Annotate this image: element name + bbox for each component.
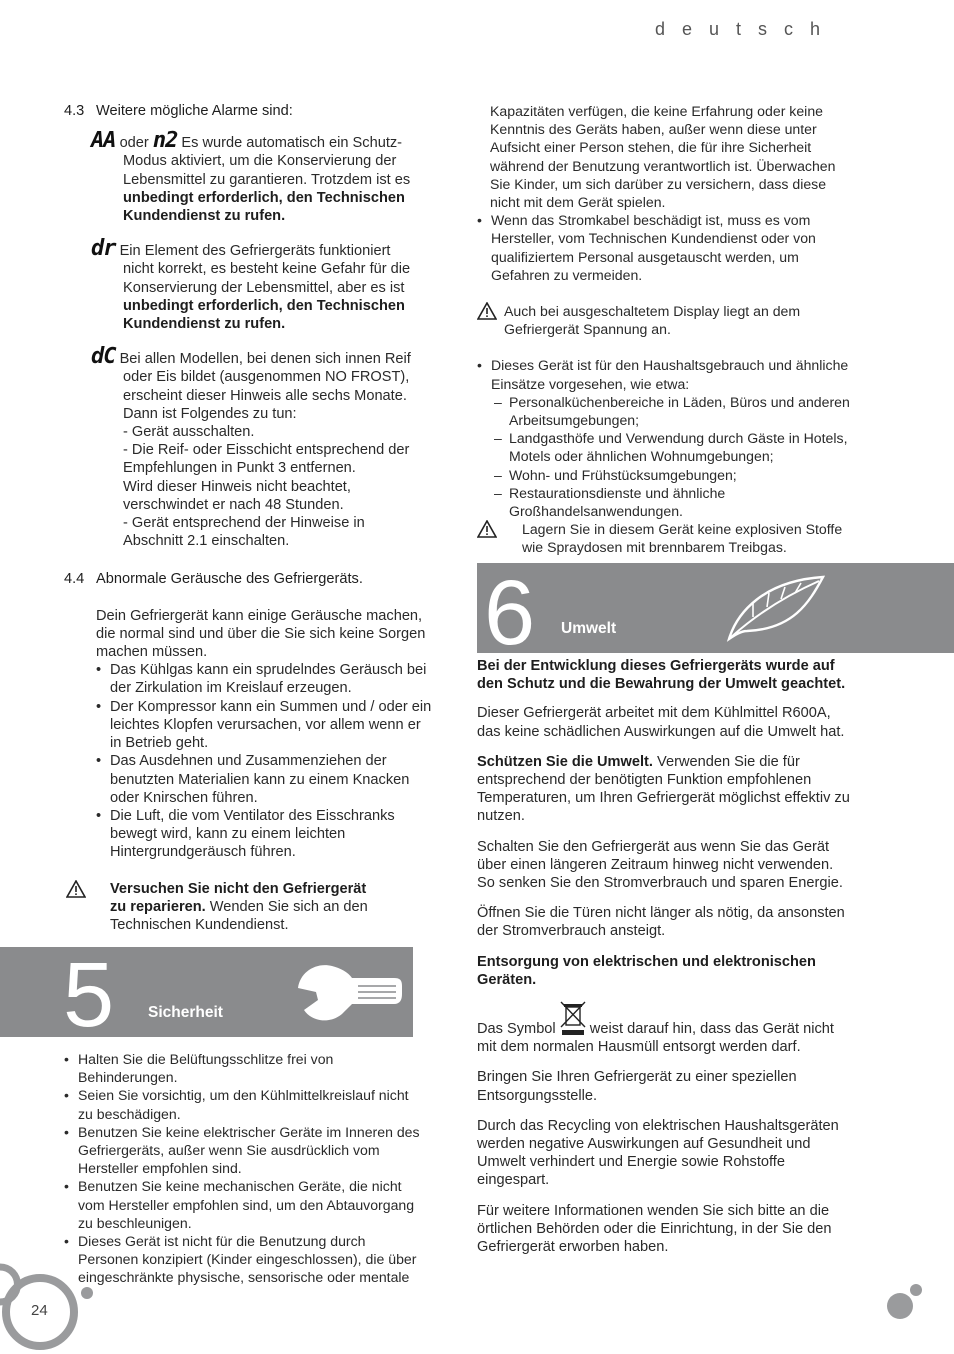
alarm-aa-bold: unbedingt erforderlich, den Technischen Kundendienst zu rufen. [123, 189, 405, 225]
warning-text: Wenden Sie sich an den Technischen Kundendienst. [110, 898, 368, 933]
alarm-dc-line: Wird dieser Hinweis nicht beachtet, [123, 478, 351, 495]
alarm-code-n2: n2 [152, 128, 178, 154]
section-number: 4.4 [64, 571, 85, 588]
environment-p2-bold: Schützen Sie die Umwelt. [477, 753, 653, 770]
corner-dots-decoration [884, 1282, 924, 1322]
language-label: d e u t s c h [654, 19, 826, 39]
list-item: • Benutzen Sie keine elektrischer Geräte im Inneren des Gefriergeräts, außer wenn Sie ausdrücklich vom Hersteller empfohlen sind. [64, 1123, 424, 1178]
section-number: 4.3 [64, 103, 85, 119]
environment-p2: Verwenden Sie die für entsprechend der benötigten Funktion empfohlenen Temperaturen, um Ihren Gefriergerät möglichst effektiv zu nutzen. [477, 753, 850, 825]
list-item: • Die Luft, die vom Ventilator des Eisschranks bewegt wird, kann zu einem leichten Hintergrundgeräusch führen. [96, 807, 434, 862]
alarm-dc-line: erscheint dieser Hinweis alle sechs Monate. [123, 387, 407, 404]
section-title: Abnormale Geräusche des Gefriergeräts. [96, 571, 363, 588]
list-item: • Dieses Gerät ist nicht für die Benutzung durch Personen konzipiert (Kinder eingeschlossen), die über eingeschränkte physische, sensorische oder mentale [64, 1232, 424, 1287]
dash-item: – Landgasthöfe und Verwendung durch Gäste in Hotels, Motels oder ähnlichen Wohnumgebungen; [477, 429, 852, 465]
safety-list [64, 1050, 424, 1287]
alarm-aa-block [64, 128, 434, 225]
environment-p1: Dieser Gefriergerät arbeitet mit dem Kühlmittel R600A, das keine schädlichen Auswirkungen auf die Umwelt hat. [477, 705, 845, 740]
repair-warning [64, 880, 380, 935]
section-5-band [0, 944, 413, 1046]
alarm-dr-bold: unbedingt erforderlich, den Technischen Kundendienst zu rufen. [123, 297, 405, 333]
list-item: • Benutzen Sie keine mechanischen Geräte, die nicht vom Hersteller empfohlen sind, um den Abtauvorgang zu beschleunigen. [64, 1177, 424, 1232]
alarm-dc-line: oder Eis bildet (ausgenommen NO FROST), [123, 369, 410, 386]
explosive-warning [477, 520, 852, 556]
environment-p7: Für weitere Informationen wenden Sie sich bitte an die örtlichen Behörden oder die Einrichtung, in der Sie den Gefriergerät erworben haben. [477, 1202, 832, 1256]
alarm-dc-line: - Die Reif- oder Eisschicht entsprechend der [123, 442, 410, 459]
weee-paragraph [477, 1001, 852, 1056]
display-warning [477, 302, 852, 338]
section-4-4-heading [64, 570, 434, 588]
section-6-band [477, 562, 954, 664]
display-warning-text: Auch bei ausgeschaltetem Display liegt an dem Gefriergerät Spannung an. [504, 303, 801, 338]
symbol-post-text: weist darauf hin, dass das Gerät nicht [589, 1021, 834, 1038]
section-5-number: 5 [63, 944, 115, 1046]
noise-intro: Dein Gefriergerät kann einige Geräusche machen, die normal sind und über die Sie sich keine Sorgen machen müssen. [96, 607, 426, 661]
warning-icon [66, 880, 86, 898]
alarm-dc-line: verschwindet er nach 48 Stunden. [123, 496, 344, 513]
symbol-pre-text: Das Symbol [477, 1021, 556, 1038]
environment-p6: Durch das Recycling von elektrischen Haushaltsgeräten werden negative Auswirkungen auf Gesundheit und Umwelt verhindert und Energie sowie Rohstoffe eingespart. [477, 1117, 839, 1189]
list-item: • Halten Sie die Belüftungsschlitze frei von Behinderungen. [64, 1050, 424, 1086]
alarm-dr-block [64, 236, 434, 333]
list-item: • Seien Sie vorsichtig, um den Kühlmittelkreislauf nicht zu beschädigen. [64, 1086, 424, 1122]
environment-intro: Bei der Entwicklung dieses Gefriergeräts wurde auf den Schutz und die Bewahrung der Umwelt geachtet. [477, 658, 846, 693]
section-title: Weitere mögliche Alarme sind: [96, 103, 293, 119]
list-item: • Das Ausdehnen und Zusammenziehen der benutzten Materialien kann zu einem Knacken oder Knirschen führen. [96, 752, 434, 807]
section-5-title: Sicherheit [148, 1004, 223, 1021]
or-text: oder [119, 135, 149, 152]
dash-item: – Restaurationsdienste und ähnliche Großhandelsanwendungen. [477, 484, 852, 520]
alarm-aa-text: Es wurde automatisch ein Schutz- [181, 135, 403, 152]
alarm-code-dc: dC [91, 344, 116, 370]
section-6-title: Umwelt [561, 620, 617, 637]
warning-icon [477, 520, 497, 538]
wrench-icon [296, 962, 404, 1024]
dash-item: – Wohn- und Frühstücksumgebungen; [477, 466, 852, 484]
alarm-aa-text-2: Modus aktiviert, um die Konservierung der Lebensmittel zu garantieren. Trotzdem ist es [123, 153, 411, 188]
alarm-dc-line: - Gerät ausschalten. [123, 424, 255, 441]
section-4-4-body [64, 607, 434, 862]
alarm-dc-line: Empfehlungen in Punkt 3 entfernen. [123, 460, 356, 477]
environment-p4: Öffnen Sie die Türen nicht länger als nötig, da ansonsten der Stromverbrauch ansteigt. [477, 905, 845, 940]
weee-bin-icon [560, 1001, 586, 1037]
alarm-code-dr: dr [91, 236, 116, 262]
right-column [477, 102, 852, 557]
noise-list [96, 661, 434, 861]
safety-list-block [64, 1050, 424, 1287]
environment-p5: Bringen Sie Ihren Gefriergerät zu einer speziellen Entsorgungsstelle. [477, 1069, 797, 1104]
alarm-dr-text: Ein Element des Gefriergeräts funktioniert [119, 243, 391, 260]
leaf-icon [723, 573, 827, 643]
household-dash-list [477, 393, 852, 520]
cable-list [477, 211, 852, 284]
dash-item: – Personalküchenbereiche in Läden, Büros und anderen Arbeitsumgebungen; [477, 393, 852, 429]
list-item: • Der Kompressor kann ein Summen und / oder ein leichtes Klopfen verursachen, vor allem wenn er in Betrieb geht. [96, 698, 434, 753]
alarm-dc-line: - Gerät entsprechend der Hinweise in [123, 515, 365, 532]
alarm-dr-text-2: nicht korrekt, es besteht keine Gefahr für die Konservierung der Lebensmittel, aber es ist [123, 261, 411, 296]
page-corner-decoration [0, 1262, 100, 1354]
section-4-3-heading [64, 102, 434, 120]
warning-bold: Versuchen Sie nicht den Gefriergerät zu reparieren. [110, 880, 367, 915]
symbol-line-2: mit dem normalen Hausmüll entsorgt werden darf. [477, 1039, 801, 1056]
alarm-dc-line: Dann ist Folgendes zu tun: [123, 405, 297, 422]
alarm-code-aa: AA [91, 128, 116, 154]
household-list [477, 356, 852, 392]
alarm-dc-text: Bei allen Modellen, bei denen sich innen Reif [119, 351, 411, 368]
list-item: • Wenn das Stromkabel beschädigt ist, muss es vom Hersteller, vom Technischen Kundendienst oder von qualifiziertem Personal ausgetauscht werden, um Gefahren zu vermeiden. [477, 211, 852, 284]
left-column [64, 102, 434, 934]
alarm-dc-block [64, 344, 434, 550]
environment-p3: Schalten Sie den Gefriergerät aus wenn Sie das Gerät über einen längeren Zeitraum hinweg nicht verwenden. So senken Sie den Stromverbrauch und sparen Energie. [477, 838, 843, 892]
alarm-dc-line: Abschnitt 2.1 einschalten. [123, 533, 290, 550]
explosive-warning-text: Lagern Sie in diesem Gerät keine explosiven Stoffe wie Spraydosen mit brennbarem Treibgas. [522, 521, 843, 556]
page-number: 24 [31, 1302, 48, 1319]
continued-text: Kapazitäten verfügen, die keine Erfahrung oder keine Kenntnis des Geräts haben, außer wenn diese unter Aufsicht einer Person stehen, die für ihre Sicherheit während der Benutzung verantwortlich ist. Überwachen Sie Kinder, um sich darüber zu versichern, dass diese nicht mit dem Gerät spielen. [490, 103, 836, 211]
environment-block [477, 657, 852, 1256]
disposal-heading: Entsorgung von elektrischen und elektronischen Geräten. [477, 953, 816, 988]
warning-icon [477, 302, 497, 320]
list-item: • Das Kühlgas kann ein sprudelndes Geräusch bei der Zirkulation im Kreislauf erzeugen. [96, 661, 434, 697]
section-6-number: 6 [484, 562, 536, 664]
list-item: • Dieses Gerät ist für den Haushaltsgebrauch und ähnliche Einsätze vorgesehen, wie etwa: [477, 356, 852, 392]
alarm-dc-lines [91, 368, 434, 550]
